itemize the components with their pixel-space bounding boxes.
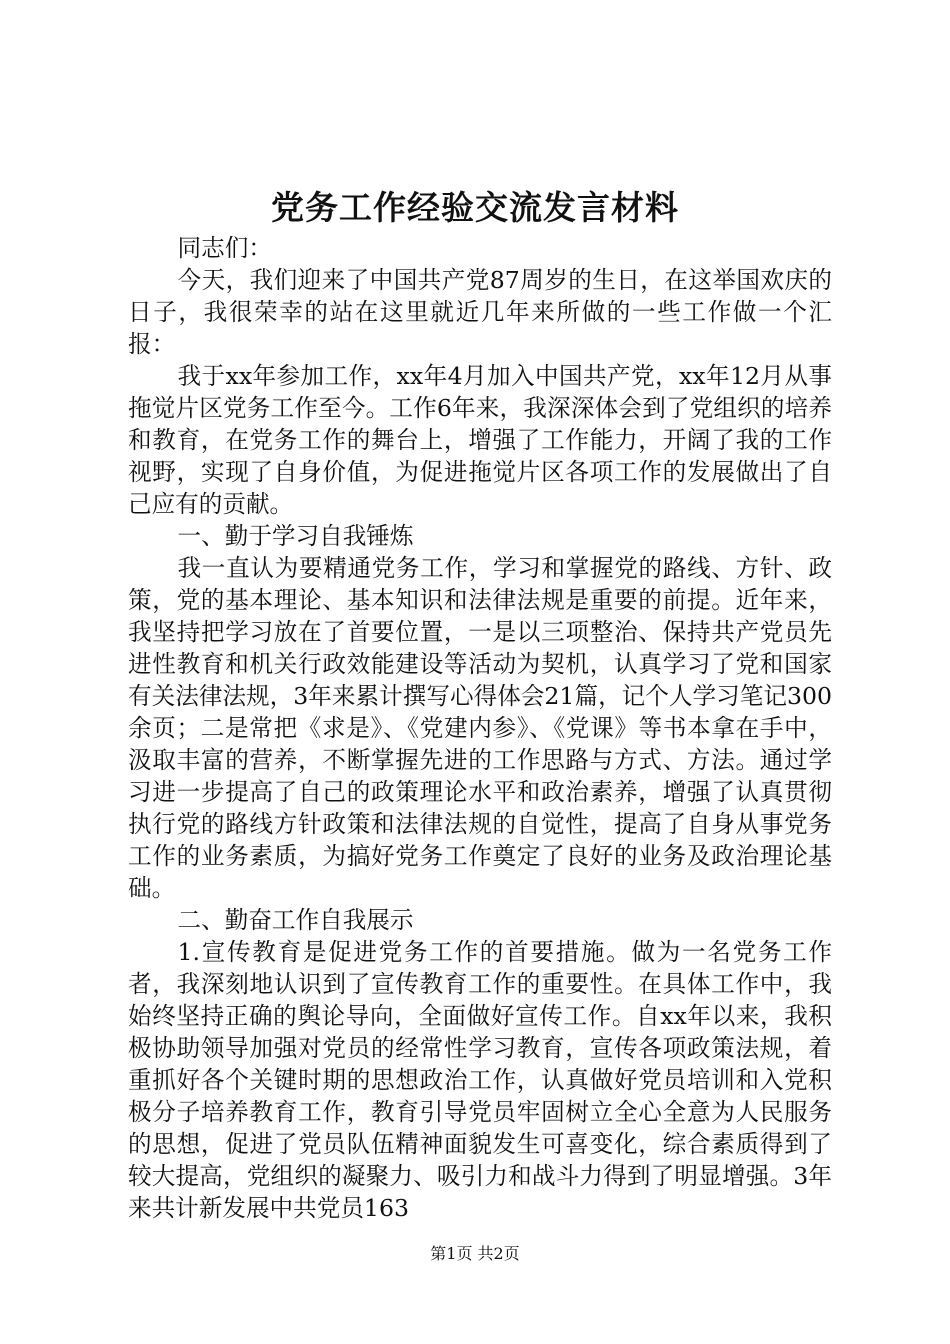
page-indicator: 第1页 共2页 — [430, 1244, 520, 1263]
document-title: 党务工作经验交流发言材料 — [271, 188, 679, 227]
paragraph-salutation: 同志们： — [177, 234, 272, 262]
paragraph: 今天，我们迎来了中国共产党87周岁的生日，在这举国欢庆的日子，我很荣幸的站在这里就近几年来所做的一些工作做一个汇报： — [128, 266, 832, 358]
section-heading: 一、勤于学习自我锤炼 — [177, 522, 414, 550]
section-heading: 二、勤奋工作自我展示 — [177, 906, 414, 934]
document-body — [128, 232, 832, 1224]
paragraph: 1.宣传教育是促进党务工作的首要措施。做为一名党务工作者，我深刻地认识到了宣传教育工作的重要性。在具体工作中，我始终坚持正确的舆论导向，全面做好宣传工作。自xx年以来，我积极协助领导加强对党员的经常性学习教育，宣传各项政策法规，着重抓好各个关键时期的思想政治工作，认真做好党员培训和入党积极分子培养教育工作，教育引导党员牢固树立全心全意为人民服务的思想，促进了党员队伍精神面貌发生可喜变化，综合素质得到了较大提高，党组织的凝聚力、吸引力和战斗力得到了明显增强。3年来共计新发展中共党员163 — [128, 938, 832, 1222]
paragraph: 我一直认为要精通党务工作，学习和掌握党的路线、方针、政策，党的基本理论、基本知识和法律法规是重要的前提。近年来，我坚持把学习放在了首要位置，一是以三项整治、保持共产党员先进性教育和机关行政效能建设等活动为契机，认真学习了党和国家有关法律法规，3年来累计撰写心得体会21篇，记个人学习笔记300余页；二是常把《求是》、《党建内参》、《党课》等书本拿在手中，汲取丰富的营养，不断掌握先进的工作思路与方式、方法。通过学习进一步提高了自己的政策理论水平和政治素养，增强了认真贯彻执行党的路线方针政策和法律法规的自觉性，提高了自身从事党务工作的业务素质，为搞好党务工作奠定了良好的业务及政治理论基础。 — [128, 554, 832, 902]
paragraph: 我于xx年参加工作，xx年4月加入中国共产党，xx年12月从事拖觉片区党务工作至今。工作6年来，我深深体会到了党组织的培养和教育，在党务工作的舞台上，增强了工作能力，开阔了我的工作视野，实现了自身价值，为促进拖觉片区各项工作的发展做出了自己应有的贡献。 — [128, 362, 832, 518]
